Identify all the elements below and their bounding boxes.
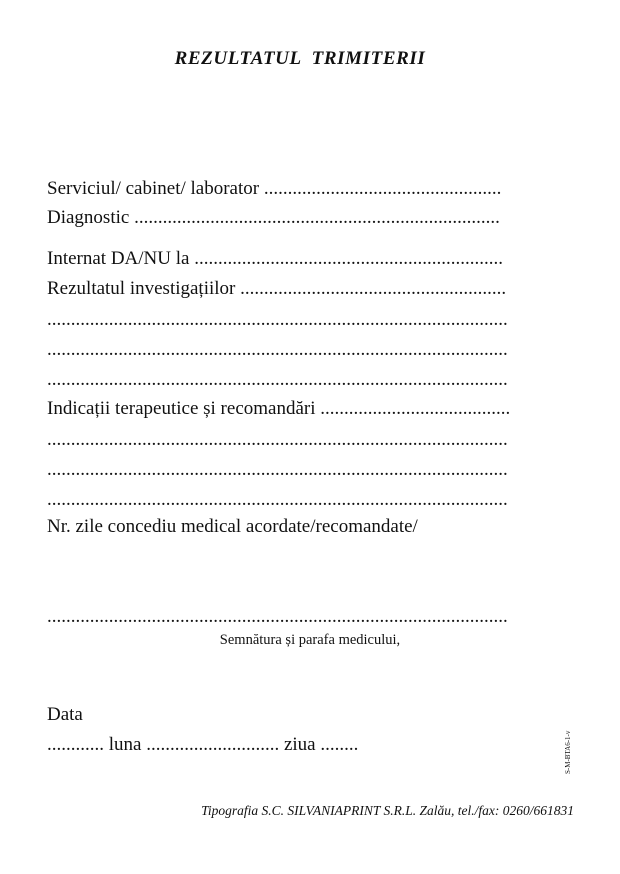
date-label: Data bbox=[47, 704, 83, 725]
dotted-line: ................................................................................................. bbox=[47, 429, 508, 450]
field-service-cabinet-lab: Serviciul/ cabinet/ laborator .................................................. bbox=[47, 178, 502, 199]
dotted-line: ................................................................................................. bbox=[47, 309, 508, 330]
dotted-line: ................................................................................................. bbox=[47, 459, 508, 480]
field-therapeutic-indications: Indicații terapeutice și recomandări ........................................ bbox=[47, 398, 511, 419]
field-hospitalized: Internat DA/NU la ................................................................. bbox=[47, 248, 503, 269]
field-diagnostic: Diagnostic ............................................................................. bbox=[47, 207, 500, 228]
printer-footer: Tipografia S.C. SILVANIAPRINT S.R.L. Zalău, tel./fax: 0260/661831 bbox=[201, 803, 574, 818]
dotted-line: ................................................................................................. bbox=[47, 339, 508, 360]
dotted-line: ................................................................................................. bbox=[47, 489, 508, 510]
field-medical-leave-days: Nr. zile concediu medical acordate/recomandate/ bbox=[47, 516, 418, 537]
field-investigation-results: Rezultatul investigațiilor ........................................................ bbox=[47, 278, 507, 299]
document-title: REZULTATUL TRIMITERII bbox=[174, 48, 426, 69]
date-field: ............ luna ............................ ziua ........ bbox=[47, 734, 359, 755]
form-code: S-M-BTA6-1-v bbox=[564, 730, 572, 774]
dotted-line: ................................................................................................. bbox=[47, 369, 508, 390]
signature-dotted-line: ................................................................................................. bbox=[47, 606, 508, 627]
signature-label: Semnătura și parafa medicului, bbox=[219, 632, 401, 648]
